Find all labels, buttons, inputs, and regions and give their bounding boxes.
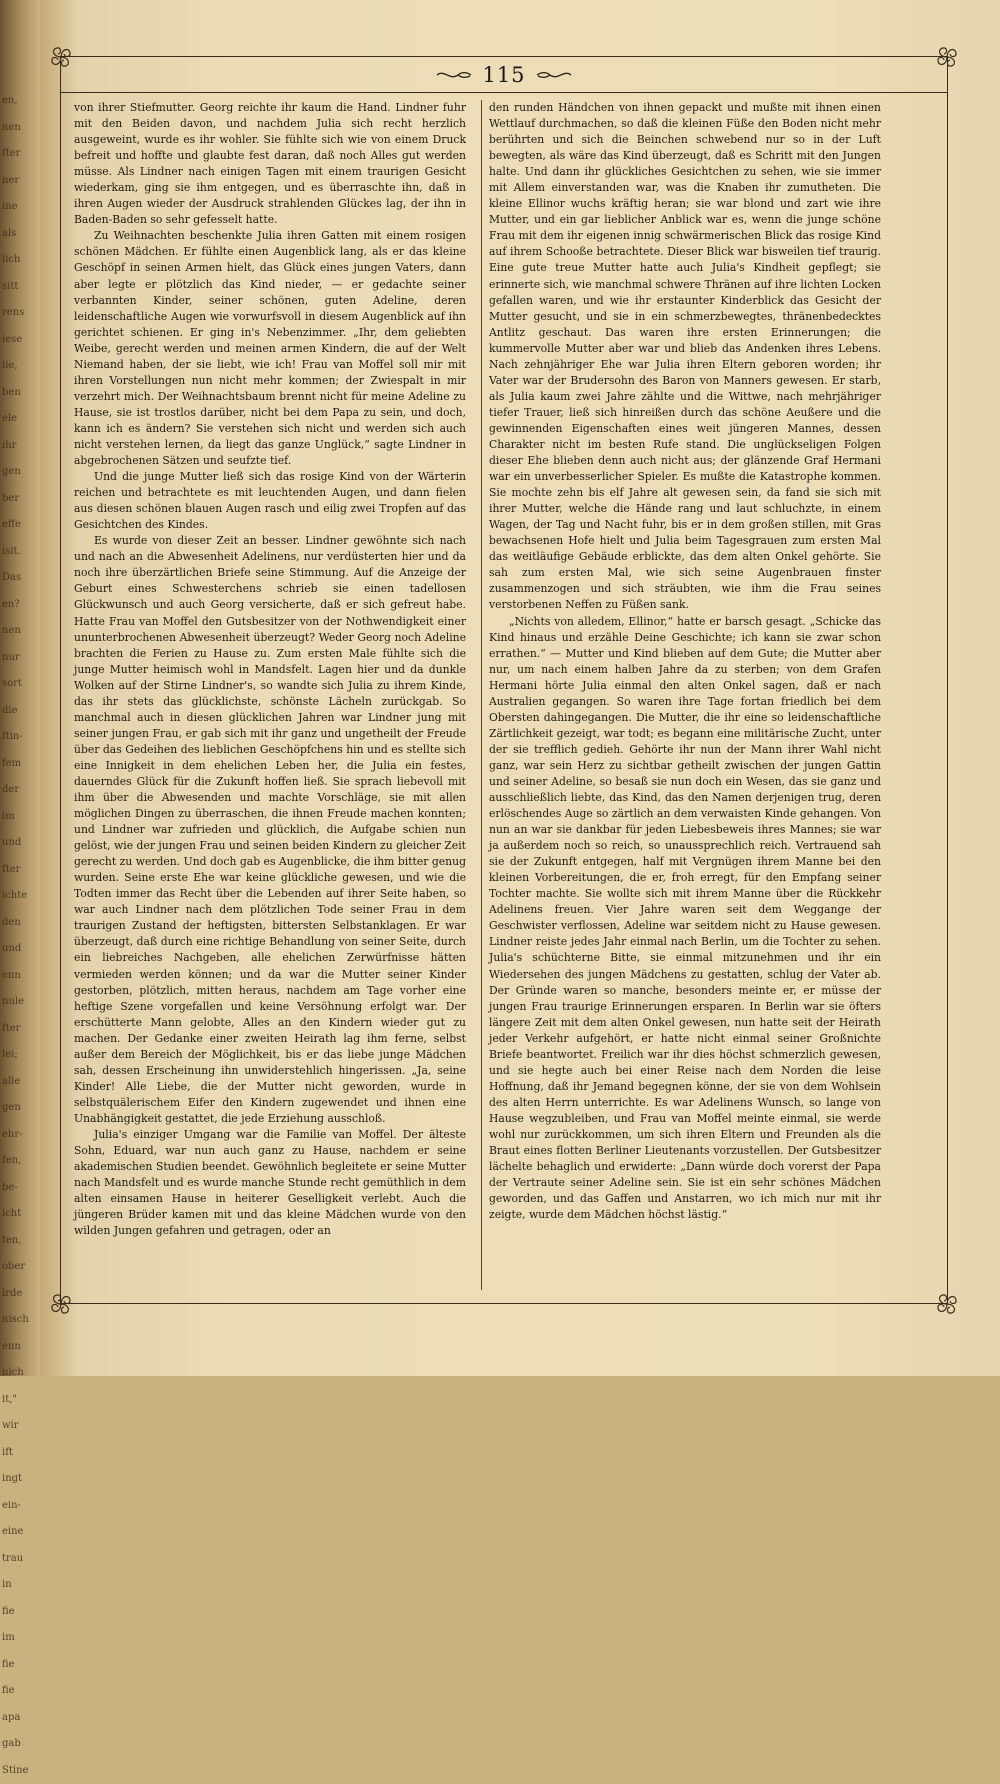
flourish-left-icon xyxy=(436,68,472,82)
top-frame-rule xyxy=(60,56,948,57)
gutter-fragment: nen xyxy=(2,115,36,142)
right-text-column xyxy=(489,100,881,1223)
gutter-fragment: icht xyxy=(2,1201,36,1228)
gutter-fragment: ehr- xyxy=(2,1122,36,1149)
gutter-fragment: nule xyxy=(2,989,36,1016)
gutter-fragment: die xyxy=(2,698,36,725)
gutter-fragment: nur xyxy=(2,645,36,672)
gutter-fragment: effe xyxy=(2,512,36,539)
gutter-fragment: islt. xyxy=(2,539,36,566)
paragraph: von ihrer Stiefmutter. Georg reichte ihr kaum die Hand. Lindner fuhr mit den Beiden davon, und nachdem Julia sich recht herzlich ausgeweint, wurde es ihr wohler. Sie fühlte sich wie von einem Druck befreit und hoffte und glaubte fest daran, daß noch Alles gut werden müsse. Als Lindner nach einigen Tagen mit einem traurigen Gesicht wiederkam, ging sie ihm entgegen, und es überraschte ihn, daß in ihren Augen wieder der Ausdruck strahlenden Glückes lag, der ihn in Baden-Baden so sehr gefesselt hatte. xyxy=(74,100,466,228)
paragraph: Es wurde von dieser Zeit an besser. Lindner gewöhnte sich nach und nach an die Abwesenheit Adelinens, nur verdüsterten hier und da noch ihre überzärtlichen Briefe seine Stimmung. Auf die Anzeige der Geburt eines Schwesterchens schrieb sie einen tadellosen Glückwunsch und auch Georg versicherte, daß er sich gefreut habe. Hatte Frau van Moffel den Gutsbesitzer von der Nothwendigkeit einer ununterbrochenen Abwesenheit überzeugt? Weder Georg noch Adeline brachten die Ferien zu Hause zu. Zum ersten Male fühlte sich die junge Mutter heimisch wohl in Mandsfelt. Lagen hier und da dunkle Wolken auf der Stirne Lindner's, so wandte sich Julia zu ihrem Kinde, das ihr stets das glücklichste, schönste Lächeln zurückgab. So manchmal auch in diesen glücklichen Jahren war Lindner jung mit seiner jungen Frau, er gab sich mit ihr ganz und ungetheilt der Freude über das Gedeihen des lieblichen Geschöpfchens hin und es stellte sich eine Innigkeit in dem ehelichen Leben her, die Julia ein festes, dauerndes Glück für die Zukunft hoffen ließ. Sie sprach liebevoll mit ihm über die Abwesenden und machte Vorschläge, sie mit allen möglichen Dingen zu überraschen, die ihnen Freude machen konnten; und Lindner war zufrieden und glücklich, die Aufgabe schien nun gelöst, wie der jungen Frau und seinen beiden Kindern zu gleicher Zeit gerecht zu werden. Und doch gab es Augenblicke, die ihm bitter genug wurden. Seine erste Ehe war keine glückliche gewesen, und wie die Todten immer das Recht über die Lebenden auf ihrer Seite haben, so war auch Lindner nach dem plötzlichen Tode seiner Frau in dem traurigen Zustand der heftigsten, bittersten Selbstanklagen. Er war überzeugt, daß durch eine richtige Behandlung von seiner Seite, durch ein liebreiches Nachgeben, alle ehelichen Zerwürfnisse hätten vermieden werden können; und da war die Mutter seiner Kinder gestorben, plötzlich, mitten heraus, nachdem am Tage vorher eine heftige Szene vorgefallen und keine Versöhnung erfolgt war. Der erschütterte Mann gelobte, Alles an den Kindern wieder gut zu machen. Der Gedanke einer zweiten Heirath lag ihm ferne, selbst außer dem Bereich der Möglichkeit, bis er das liebe junge Mädchen sah, dessen Erscheinung ihn unwiderstehlich hingerissen. „Ja, seine Kinder! Alle Liebe, die der Mutter nicht geworden, wurde in selbstquälerischem Eifer den Kindern zugewendet und ihnen eine Unabhängigkeit gestattet, die jede Erziehung ausschloß. xyxy=(74,533,466,1127)
gutter-fragment: fie xyxy=(2,1678,36,1705)
gutter-fragment: ine xyxy=(2,194,36,221)
gutter-fragment: it," xyxy=(2,1387,36,1414)
gutter-fragment: Stine xyxy=(2,1758,36,1784)
book-gutter xyxy=(0,0,40,1376)
gutter-fragment: sitt xyxy=(2,274,36,301)
gutter-fragment: gen xyxy=(2,1095,36,1122)
corner-ornament-icon xyxy=(934,1291,960,1317)
paragraph: Zu Weihnachten beschenkte Julia ihren Gatten mit einem rosigen schönen Mädchen. Er fühlte einen Augenblick lang, als er das kleine Geschöpf in seinen Armen hielt, das Glück eines jungen Vaters, dann aber legte er plötzlich das Kind nieder, — er gedachte seiner verbannten Kinder, seiner schönen, guten Adeline, deren leidenschaftliche Augen wie vorwurfsvoll in diesem Augenblick auf ihn gerichtet schienen. Er ging in's Nebenzimmer. „Ihr, dem geliebten Weibe, gerecht werden und meinen armen Kindern, die auf der Welt Niemand haben, der sie liebt, wie ich! Frau van Moffel soll mir mit ihren Vorstellungen nun nicht mehr kommen; der Zwiespalt in mir verzehrt mich. Der Weihnachtsbaum brennt nicht für meine Adeline zu Hause, sie ist trostlos darüber, nicht bei dem Papa zu sein, und doch, kann ich es ändern? Sie verstehen sich nicht und werden sich auch nicht verstehen lernen, da liegt das ganze Unglück,“ sagte Lindner in abgebrochenen Sätzen und seufzte tief. xyxy=(74,228,466,469)
flourish-right-icon xyxy=(536,68,572,82)
gutter-fragment: fem xyxy=(2,751,36,778)
gutter-fragment: eine xyxy=(2,1519,36,1546)
paragraph: Julia's einziger Umgang war die Familie van Moffel. Der älteste Sohn, Eduard, war nun auch ganz zu Hause, nachdem er seine akademischen Studien beendet. Gewöhnlich begleitete er seine Mutter nach Mandsfelt und es wurde manche Stunde recht gemüthlich in dem alten einsamen Hause in heiterer Geselligkeit verlebt. Auch die jüngeren Brüder kamen mit und das kleine Mädchen wurde von den wilden Jungen gefahren und getragen, oder an xyxy=(74,1127,466,1239)
gutter-fragment: ben xyxy=(2,380,36,407)
gutter-fragment: be- xyxy=(2,1175,36,1202)
gutter-fragment: trau xyxy=(2,1546,36,1573)
gutter-fragment: und xyxy=(2,936,36,963)
gutter-fragment: als xyxy=(2,221,36,248)
paragraph: „Nichts von alledem, Ellinor,“ hatte er barsch gesagt. „Schicke das Kind hinaus und erzähle Deine Geschichte; ich kann sie zwar schon errathen.“ — Mutter und Kind blieben auf dem Gute; die Mutter aber nur, um nach einem halben Jahre da zu sterben; von dem Grafen Hermani hörte Julia einmal den alten Onkel sagen, daß er nach Australien gegangen. So waren ihre Tage fortan friedlich bei dem Obersten dahingegangen. Die Mutter, die ihr eine so leidenschaftliche Zärtlichkeit gezeigt, war todt; es begann eine militärische Zucht, unter der sie trefflich gedieh. Gehörte ihr nun der Mann ihrer Wahl nicht ganz, war sein Herz zu sichtbar getheilt zwischen der jungen Gattin und seiner Adeline, so besaß sie nun doch ein Wesen, das sie ganz und ausschließlich liebte, das Kind, das den Namen derjenigen trug, deren erlöschendes Auge so zärtlich an dem verwaisten Kinde gehangen. Von nun an war sie dankbar für jeden Liebesbeweis ihres Mannes; sie war ja außerdem noch so reich, so unaussprechlich reich. Vertrauend sah sie der Zukunft entgegen, half mit Vergnügen ihrem Manne bei den kleinen Vorbereitungen, die er, froh erregt, für den Empfang seiner Tochter machte. Sie wollte sich mit ihrem Manne über die Rückkehr Adelinens freuen. Vier Jahre waren seit dem Weggange der Geschwister verflossen, Adeline war seitdem nicht zu Hause gewesen. Lindner reiste jedes Jahr einmal nach Berlin, um die Tochter zu sehen. Julia's schüchterne Bitte, sie einmal mitzunehmen und ihr ein Wiedersehen des jungen Mädchens zu gestatten, schlug der Vater ab. Der Gründe waren so manche, besonders meinte er, er müsse der jungen Frau traurige Erinnerungen ersparen. In Berlin war sie öfters längere Zeit mit dem alten Onkel gewesen, nun hatte seit der Heirath jeder Verkehr aufgehört, er hatte nicht einmal seiner Großnichte Briefe beantwortet. Freilich war ihr dies höchst schmerzlich gewesen, und sie hegte auch bei einer Reise nach dem Norden die leise Hoffnung, daß ihr Jemand begegnen könne, der sie von dem Wohlsein des alten Herrn unterrichte. Es war Adelinens Wunsch, so lange von Hause wegzubleiben, und Frau van Moffel meinte einmal, sie werde wohl nur zurückkommen, um sich ihren Eltern und Freunden als die Braut eines flotten Berliner Lieutenants vorzustellen. Der Gutsbesitzer lächelte behaglich und erwiderte: „Dann würde doch vorerst der Papa der Vertraute seiner Adeline sein. Sie ist ein sehr schönes Mädchen geworden, und das Gaffen und Anstarren, wo ich mich nur mit ihr zeigte, wurde dem Mädchen höchst lästig.“ xyxy=(489,614,881,1224)
gutter-fragment: ten, xyxy=(2,1228,36,1255)
gutter-fragment: ein- xyxy=(2,1493,36,1520)
gutter-fragment: iie, xyxy=(2,353,36,380)
gutter-fragment: ftin- xyxy=(2,724,36,751)
gutter-fragment: ift xyxy=(2,1440,36,1467)
gutter-fragment: nich xyxy=(2,1360,36,1387)
header-rule xyxy=(60,92,948,93)
gutter-fragment: rens xyxy=(2,300,36,327)
gutter-fragment: iese xyxy=(2,327,36,354)
left-text-column xyxy=(74,100,466,1239)
gutter-fragment: im xyxy=(2,1625,36,1652)
gutter-fragment: Das xyxy=(2,565,36,592)
gutter-fragment: lei; xyxy=(2,1042,36,1069)
gutter-fragment: nen xyxy=(2,618,36,645)
gutter-fragment: den xyxy=(2,910,36,937)
gutter-fragment: ner xyxy=(2,168,36,195)
gutter-fragment: enn xyxy=(2,1334,36,1361)
gutter-fragment: fie xyxy=(2,1599,36,1626)
column-divider xyxy=(481,100,482,1290)
gutter-fragment: ele xyxy=(2,406,36,433)
gutter-fragment: der xyxy=(2,777,36,804)
gutter-text-fragments xyxy=(2,88,36,1318)
gutter-fragment: fie xyxy=(2,1652,36,1679)
gutter-fragment: fter xyxy=(2,1016,36,1043)
gutter-fragment: ihr xyxy=(2,433,36,460)
gutter-fragment: gen xyxy=(2,459,36,486)
paragraph: den runden Händchen von ihnen gepackt und mußte mit ihnen einen Wettlauf durchmachen, so daß die kleinen Füße den Boden nicht mehr berührten und sich die Beinchen schwebend nur so in der Luft bewegten, als wäre das Kind überzeugt, daß es Schritt mit den Jungen halte. Und dann ihr glückliches Gesichtchen zu sehen, wie sie immer mit Allem einverstanden war, was die Knaben ihr zumutheten. Die kleine Ellinor wuchs kräftig heran; sie war blond und zart wie ihre Mutter, und ein gar lieblicher Anblick war es, wenn die junge schöne Frau mit dem ihr eigenen innig schwärmerischen Blick das rosige Kind auf ihrem Schooße betrachtete. Dieser Blick war bisweilen tief traurig. Eine gute treue Mutter hatte auch Julia's Kindheit gepflegt; sie erinnerte sich, wie manchmal schwere Thränen auf ihre lichten Locken gefallen waren, und wie ihr erstaunter Kinderblick das Gesicht der Mutter gesucht, und sie in ein schmerzbewegtes, thränenbedecktes Antlitz geschaut. Das waren ihre ersten Erinnerungen; die kummervolle Mutter aber war und blieb das Andenken ihres Lebens. Nach zehnjähriger Ehe war Julia ihren Eltern geboren worden; ihr Vater war der Brudersohn des Baron von Manners gewesen. Er starb, als Julia kaum zwei Jahre zählte und die Wittwe, nach mehrjähriger tiefer Trauer, ließ sich hinreißen durch das schöne Aeußere und die gewinnenden Eigenschaften eines weit jüngeren Mannes, dessen Charakter nicht im besten Rufe stand. Die unglückseligen Folgen dieser Ehe blieben denn auch nicht aus; der glänzende Graf Hermani war ein unverbesserlicher Spieler. Es mußte die Katastrophe kommen. Sie mochte zehn bis elf Jahre alt gewesen sein, da fand sie sich mit ihrer Mutter, welche die Hände rang und laut schluchzte, in einem Wagen, der Tag und Nacht fuhr, bis er in dem großen stillen, mit Gras bewachsenen Hofe hielt und Julia beim Tagesgrauen zum ersten Mal das weitläufige Gebäude erblickte, das dem alten Onkel gehörte. Sie sah zum ersten Mal, wie sich seine Augenbrauen finster zusammenzogen und sich sträubten, wie ihm die Frau seines verstorbenen Neffen zu Füßen sank. xyxy=(489,100,881,614)
paragraph: Und die junge Mutter ließ sich das rosige Kind von der Wärterin reichen und betrachtete es mit leuchtenden Augen, und dann fielen aus diesen schönen blauen Augen rasch und eilig zwei Tropfen auf das Gesichtchen des Kindes. xyxy=(74,469,466,533)
gutter-fragment: fter xyxy=(2,857,36,884)
gutter-fragment: nisch xyxy=(2,1307,36,1334)
gutter-fragment: en? xyxy=(2,592,36,619)
gutter-fragment: im xyxy=(2,804,36,831)
gutter-fragment: lich xyxy=(2,247,36,274)
gutter-fragment: apa xyxy=(2,1705,36,1732)
gutter-fragment: sort xyxy=(2,671,36,698)
gutter-fragment: alle xyxy=(2,1069,36,1096)
gutter-fragment: ber xyxy=(2,486,36,513)
page-header xyxy=(60,60,948,90)
gutter-fragment: irde xyxy=(2,1281,36,1308)
page xyxy=(40,0,1000,1376)
left-frame-rule xyxy=(60,56,61,1303)
gutter-fragment: fen, xyxy=(2,1148,36,1175)
page-number: 115 xyxy=(482,63,525,87)
gutter-fragment: wir xyxy=(2,1413,36,1440)
gutter-fragment: gab xyxy=(2,1731,36,1758)
gutter-fragment: enn xyxy=(2,963,36,990)
gutter-fragment: in xyxy=(2,1572,36,1599)
gutter-fragment: ober xyxy=(2,1254,36,1281)
gutter-fragment: ichte xyxy=(2,883,36,910)
gutter-fragment: en, xyxy=(2,88,36,115)
bottom-frame-rule xyxy=(60,1303,948,1304)
gutter-fragment: ingt xyxy=(2,1466,36,1493)
right-frame-rule xyxy=(947,56,948,1303)
gutter-fragment: fter xyxy=(2,141,36,168)
gutter-fragment: und xyxy=(2,830,36,857)
corner-ornament-icon xyxy=(48,1291,74,1317)
